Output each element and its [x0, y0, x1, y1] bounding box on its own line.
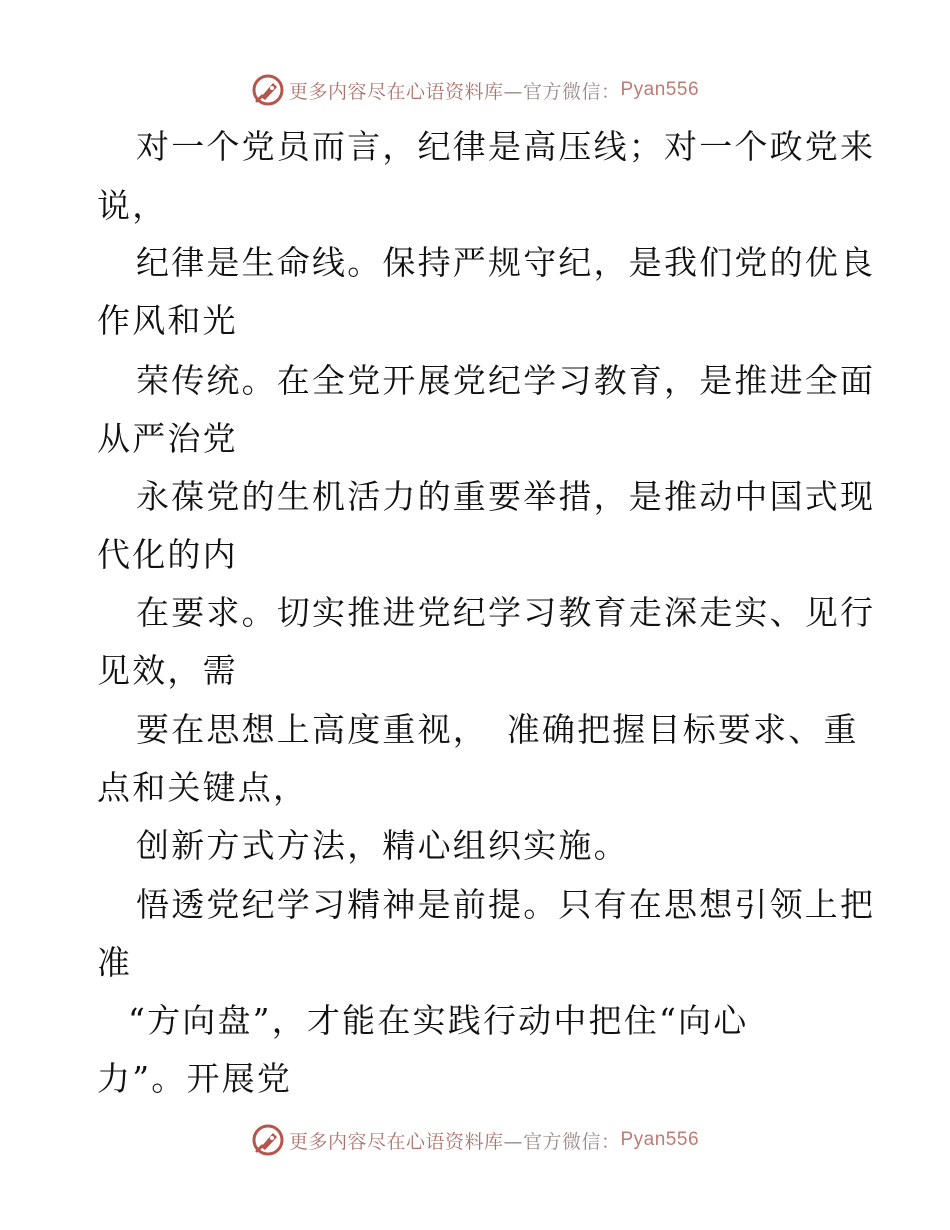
body-line-2: 说， — [97, 186, 168, 225]
body-line-8: 代化的内 — [97, 535, 238, 574]
body-line-3: 纪律是生命线。保持严规守纪，是我们党的优良 — [136, 243, 876, 282]
body-line-16: “方向盘”，才能在实践行动中把住“向心 — [128, 1001, 749, 1040]
body-line-6: 从严治党 — [97, 419, 238, 458]
watermark-wechat-label: —官方微信： — [503, 1130, 621, 1153]
body-line-10: 见效，需 — [97, 651, 238, 690]
body-line-15: 准 — [97, 943, 133, 982]
body-line-7: 永葆党的生机活力的重要举措，是推动中国式现 — [136, 477, 876, 516]
body-line-13: 创新方式方法，精心组织实施。 — [136, 826, 629, 865]
body-line-9: 在要求。切实推进党纪学习教育走深走实、见行 — [136, 593, 876, 632]
body-line-1: 对一个党员而言，纪律是高压线；对一个政党来 — [136, 127, 876, 166]
body-line-11: 要在思想上高度重视， 准确把握目标要求、重 — [136, 710, 859, 749]
body-line-14: 悟透党纪学习精神是前提。只有在思想引领上把 — [136, 885, 876, 924]
body-line-4: 作风和光 — [97, 301, 238, 340]
body-line-12: 点和关键点， — [97, 768, 309, 807]
pen-nib-circle-icon — [251, 1123, 285, 1157]
footer-watermark — [0, 1120, 950, 1160]
body-line-17: 力”。开展党 — [97, 1059, 293, 1098]
watermark-wechat-id: Pyan556 — [620, 1129, 700, 1150]
watermark-site-name: 更多内容尽在心语资料库 — [288, 80, 504, 103]
watermark-site-name: 更多内容尽在心语资料库 — [288, 1130, 504, 1153]
watermark-wechat-id: Pyan556 — [620, 79, 700, 100]
body-line-5: 荣传统。在全党开展党纪学习教育，是推进全面 — [136, 361, 876, 400]
watermark-wechat-label: —官方微信： — [503, 80, 621, 103]
